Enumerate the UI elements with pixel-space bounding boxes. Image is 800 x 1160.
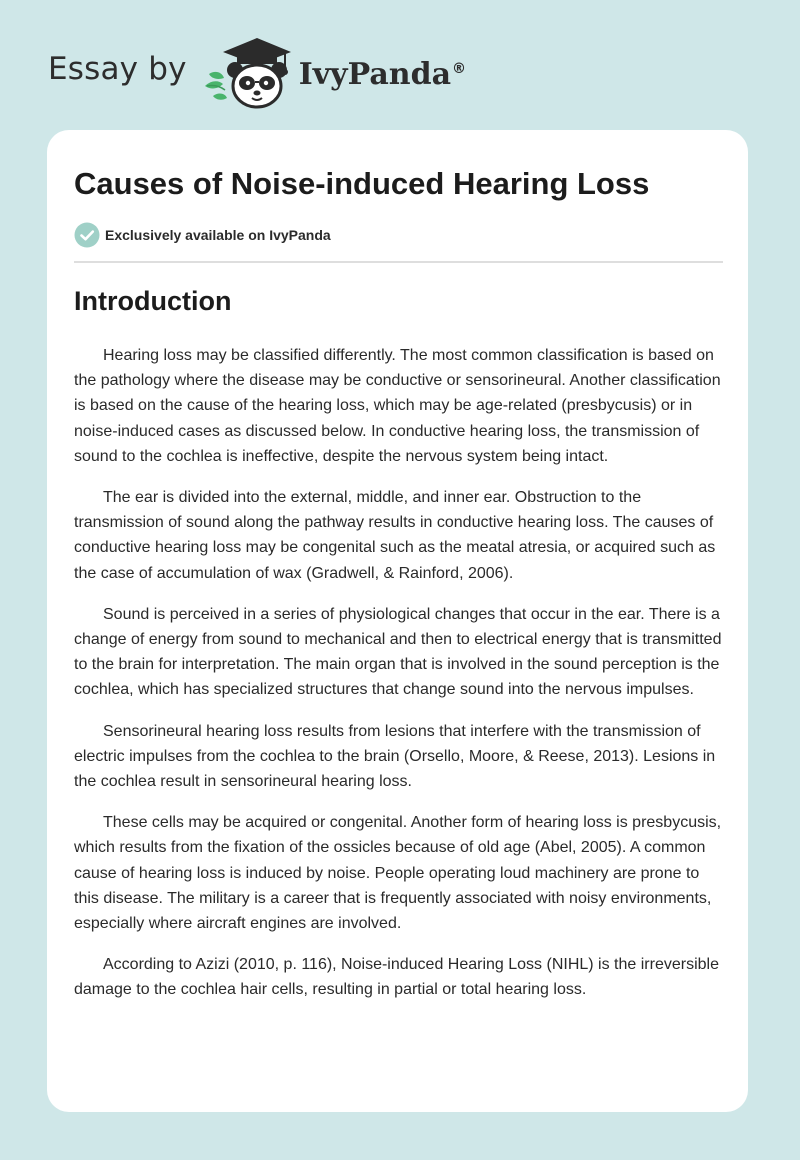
- exclusive-badge: [74, 222, 331, 248]
- registered-mark: ®: [452, 60, 467, 77]
- paragraph: According to Azizi (2010, p. 116), Noise-induced Hearing Loss (NIHL) is the irreversible damage to the cochlea hair cells, resulting in partial or total hearing loss.: [74, 956, 719, 999]
- page-title: Causes of Noise-induced Hearing Loss: [74, 166, 650, 201]
- section-heading-introduction: Introduction: [74, 286, 232, 316]
- panda-graduate-icon[interactable]: [201, 34, 293, 110]
- paragraph: The ear is divided into the external, middle, and inner ear. Obstruction to the transmission of sound along the pathway results in conductive hearing loss. The causes of conductive hearing loss may be congenital such as the meatal atresia, or acquired such as the case of accumulation of wax (Gradwell, & Rainford, 2006).: [74, 489, 716, 582]
- check-circle-icon: [74, 222, 100, 248]
- essay-card: [47, 130, 748, 1112]
- brand-header: [48, 34, 466, 110]
- brand-prefix: Essay by: [48, 51, 187, 87]
- paragraph: Sound is perceived in a series of physiological changes that occur in the ear. There is a change of energy from sound to mechanical and then to electrical energy that is transmitted to the brain for interpretation. The main organ that is involved in the sound perception is the cochlea, which has specialized structures that change sound into the nervous impulses.: [74, 605, 722, 699]
- article-body: [74, 343, 723, 1019]
- title-divider: [74, 261, 723, 263]
- badge-label: Exclusively available on IvyPanda: [105, 227, 331, 243]
- paragraph: Sensorineural hearing loss results from lesions that interfere with the transmission of electric impulses from the cochlea to the brain (Orsello, Moore, & Reese, 2013). Lesions in the cochlea result in sensorineural hearing loss.: [74, 722, 716, 791]
- paragraph: These cells may be acquired or congenital. Another form of hearing loss is presbycusis, which results from the fixation of the ossicles because of old age (Abel, 2005). A common cause of hearing loss is induced by noise. People operating loud machinery are prone to this disease. The military is a career that is frequently associated with noisy environments, especially where aircraft engines are involved.: [74, 814, 722, 933]
- paragraph: Hearing loss may be classified differently. The most common classification is based on the pathology where the disease may be conductive or sensorineural. Another classification is based on the cause of the hearing loss, which may be age-related (presbycusis) or in noise-induced cases as discussed below. In conductive hearing loss, the transmission of sound to the cochlea is ineffective, despite the nervous system being intact.: [74, 347, 721, 465]
- brand-name[interactable]: IvyPanda®: [298, 56, 467, 92]
